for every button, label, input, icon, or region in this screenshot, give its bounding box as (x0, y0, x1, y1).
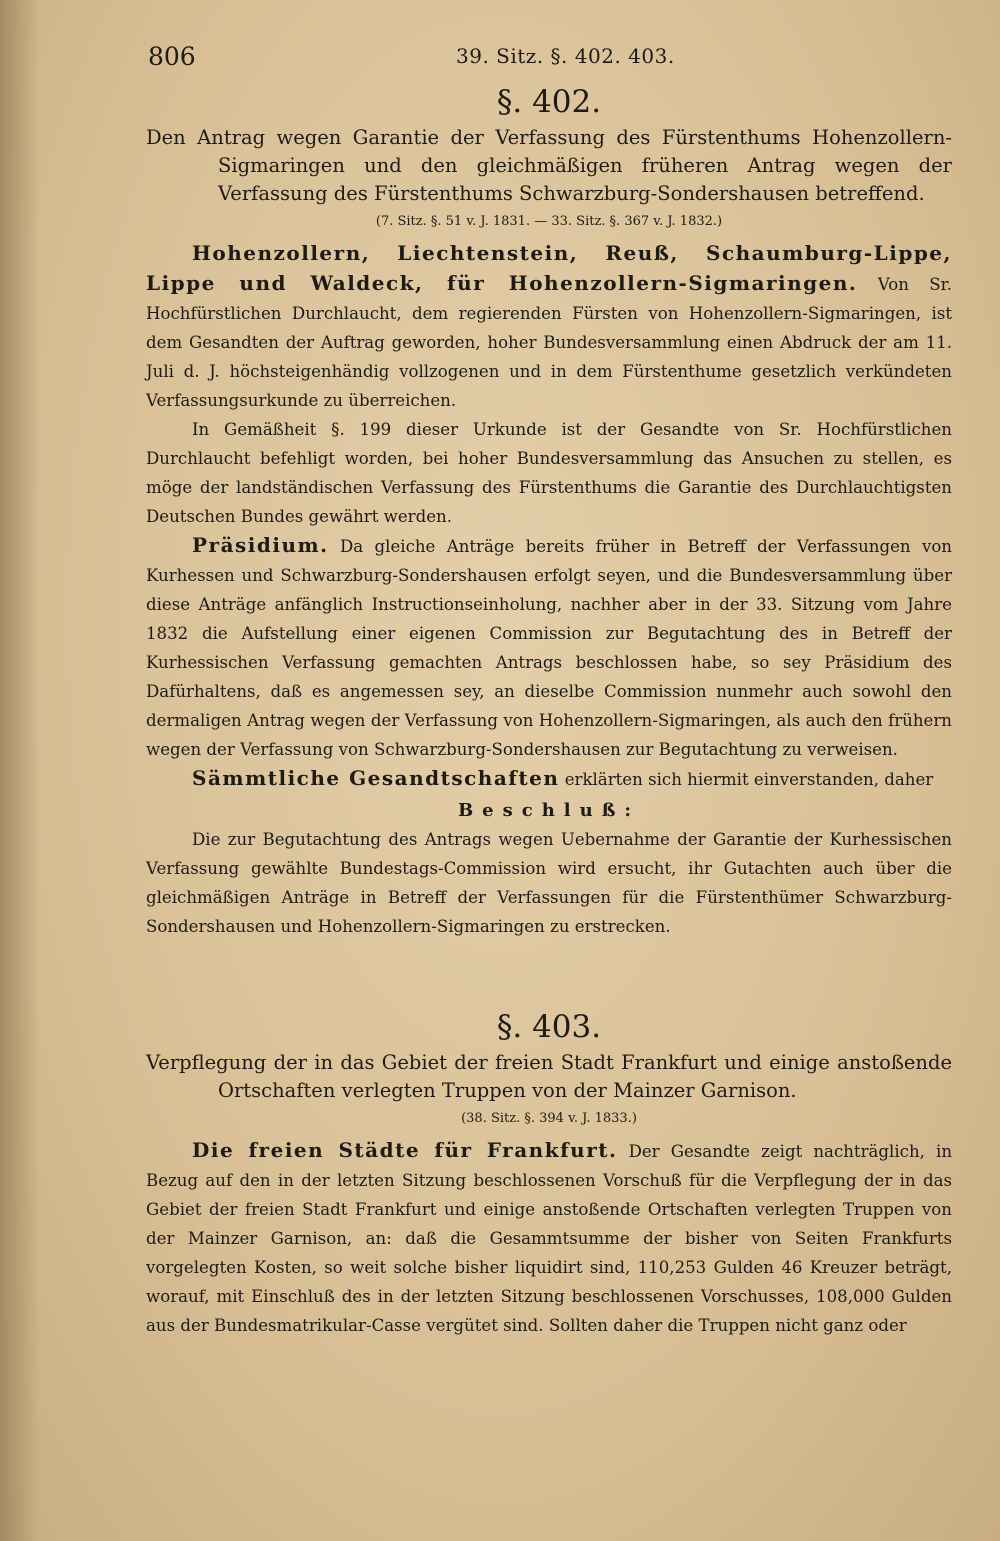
section-403 (146, 1009, 952, 1340)
paragraph (146, 239, 952, 415)
page-header (146, 38, 952, 78)
section-reference: (38. Sitz. §. 394 v. J. 1833.) (461, 1111, 637, 1126)
speaker: Hohenzollern, Liechtenstein, Reuß, Schaumburg-Lippe, Lippe und Waldeck, für Hohenzollern-Sigmaringen. (146, 241, 952, 295)
paragraph (146, 415, 952, 531)
section-number: §. 403. (496, 1009, 602, 1045)
paragraph-text: Da gleiche Anträge bereits früher in Betreff der Verfassungen von Kurhessen und Schwarzburg-Sondershausen erfolgt seyen, und die Bundesversammlung über diese Anträge anfänglich Instructionseinholung, nachher aber in der 33. Sitzung vom Jahre 1832 die Aufstellung einer eigenen Commission zur Begutachtung des in Betreff der Kurhessischen Verfassung gemachten Antrags beschlossen habe, so sey Präsidium des Dafürhaltens, daß es angemessen sey, an dieselbe Commission nunmehr auch sowohl den dermaligen Antrag wegen der Verfassung von Hohenzollern-Sigmaringen, als auch den frühern wegen der Verfassung von Schwarzburg-Sondershausen zur Begutachtung zu verweisen. (146, 537, 952, 759)
section-number: §. 402. (496, 84, 602, 120)
section-title: Verpflegung der in das Gebiet der freien Stadt Frankfurt und einige anstoßende Ortschaften verlegten Truppen von der Mainzer Garnison. (146, 1051, 952, 1102)
running-head: 39. Sitz. §. 402. 403. (456, 44, 675, 68)
paragraph-text: erklärten sich hiermit einverstanden, daher (564, 770, 934, 789)
page-spine-shadow (0, 0, 40, 1541)
section-title: Den Antrag wegen Garantie der Verfassung des Fürstenthums Hohenzollern-Sigmaringen und den gleichmäßigen früheren Antrag wegen der Verfassung des Fürstenthums Schwarzburg-Sondershausen betreffend. (146, 126, 952, 205)
speaker: Sämmtliche Gesandtschaften (192, 766, 560, 790)
speaker: Präsidium. (192, 533, 329, 557)
section-spacer (146, 941, 952, 1003)
page-number: 806 (148, 42, 196, 71)
section-reference: (7. Sitz. §. 51 v. J. 1831. — 33. Sitz. §. 367 v. J. 1832.) (375, 214, 723, 229)
section-402 (146, 84, 952, 941)
paragraph (146, 764, 952, 794)
paragraph-text: Von Sr. Hochfürstlichen Durchlaucht, dem regierenden Fürsten von Hohenzollern-Sigmaringen, ist dem Gesandten der Auftrag geworden, hoher Bundesversammlung einen Abdruck der am 11. Juli d. J. höchsteigenhändig vollzogenen und in dem Fürstenthume gesetzlich verkündeten Verfassungsurkunde zu überreichen. (146, 275, 953, 410)
paragraph-text: Der Gesandte zeigt nachträglich, in Bezug auf den in der letzten Sitzung beschlossenen Vorschuß für die Verpflegung der in das Gebiet der freien Stadt Frankfurt und einige anstoßende Ortschaften verlegten Truppen von der Mainzer Garnison, an: daß die Gesammtsumme der bisher von Seiten Frankfurts vorgelegten Kosten, so weit solche bisher liquidirt sind, 110,253 Gulden 46 Kreuzer beträgt, worauf, mit Einschluß des in der letzten Sitzung beschlossenen Vorschusses, 108,000 Gulden aus der Bundesmatrikular-Casse vergütet sind. Sollten daher die Truppen nicht ganz oder (146, 1142, 953, 1335)
decision-heading: Beschluß: (457, 800, 641, 821)
paragraph (146, 531, 952, 764)
paragraph (146, 1136, 952, 1340)
speaker: Die freien Städte für Frankfurt. (192, 1138, 618, 1162)
decision-text: Die zur Begutachtung des Antrags wegen Uebernahme der Garantie der Kurhessischen Verfassung gewählte Bundestags-Commission wird ersucht, ihr Gutachten auch über die gleichmäßigen Anträge in Betreff der Verfassungen für die Fürstenthümer Schwarzburg-Sondershausen und Hohenzollern-Sigmaringen zu erstrecken. (146, 830, 952, 936)
paragraph-text: In Gemäßheit §. 199 dieser Urkunde ist der Gesandte von Sr. Hochfürstlichen Durchlaucht befehligt worden, bei hoher Bundesversammlung das Ansuchen zu stellen, es möge der landständischen Verfassung des Fürstenthums die Garantie des Durchlauchtigsten Deutschen Bundes gewährt werden. (146, 420, 952, 526)
